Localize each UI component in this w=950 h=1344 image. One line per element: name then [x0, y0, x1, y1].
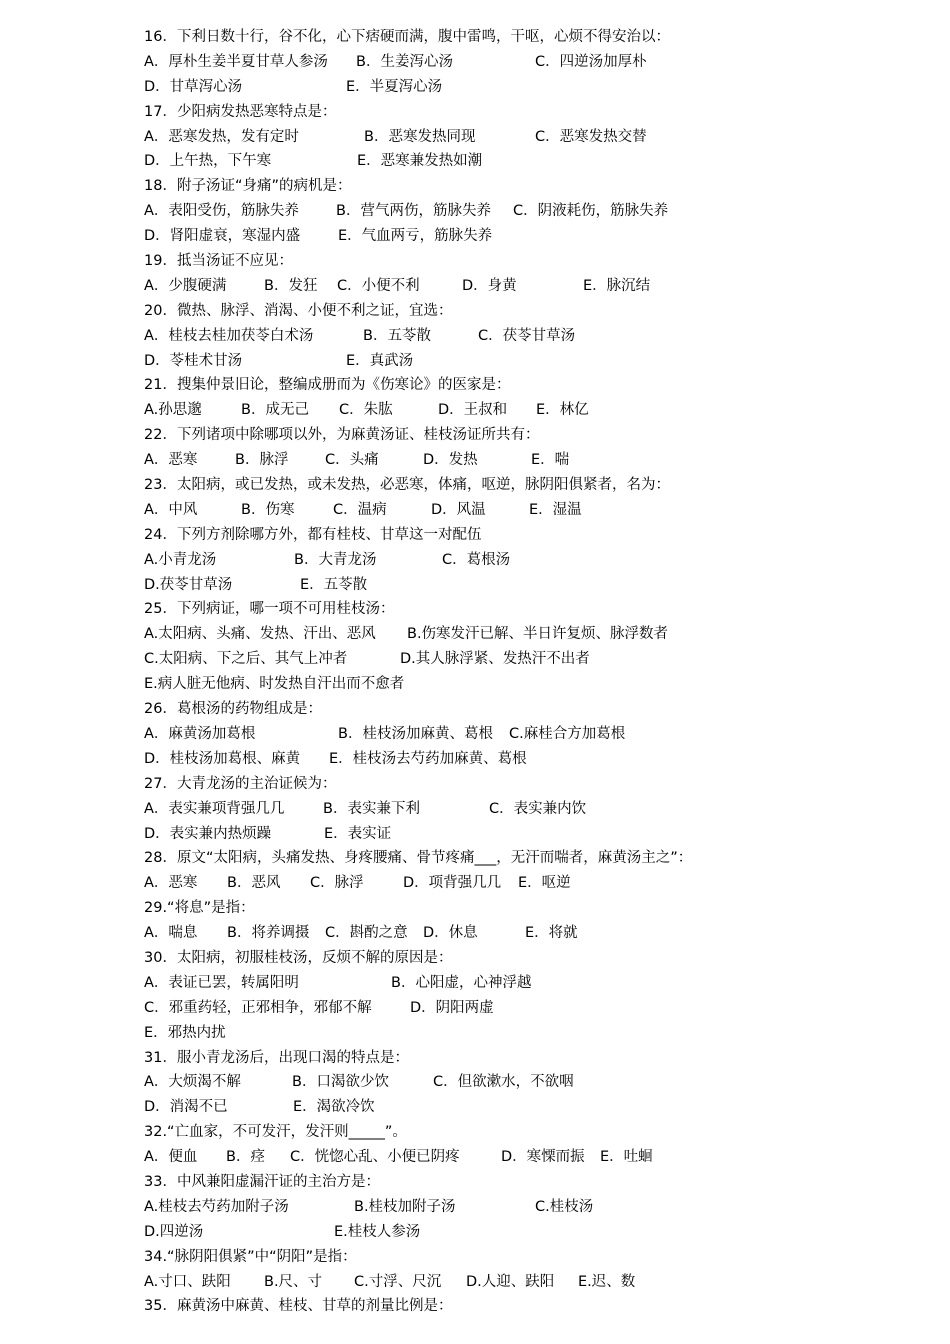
option-text: C．茯苓甘草汤 [478, 327, 576, 344]
option-text: D．苓桂术甘汤 [144, 352, 243, 369]
question-text: 16．下利日数十行，谷不化，心下痞硬而满，腹中雷鸣，干呕，心烦不得安治以： [144, 29, 670, 45]
option-text: A.小青龙汤 [144, 551, 217, 568]
option-text: E．喘 [531, 452, 570, 469]
option-text: D．身黄 [462, 277, 517, 294]
option-text: D．甘草泻心汤 [144, 78, 243, 95]
option-text: D.其人脉浮紧、发热汗不出者 [400, 651, 590, 668]
option-text: A.孙思邈 [144, 402, 202, 419]
option-line [144, 274, 924, 299]
option-text: B．恶寒发热同现 [364, 128, 476, 145]
option-text: E.病人脏无他病、时发热自汗出而不愈者 [144, 676, 405, 693]
option-text: C．温病 [333, 501, 387, 518]
option-line [144, 548, 924, 573]
option-text: D．消渴不已 [144, 1099, 228, 1116]
option-line [144, 1220, 924, 1245]
option-line [144, 448, 924, 473]
option-line [144, 398, 924, 423]
option-text: A.太阳病、头痛、发热、汗出、恶风 [144, 626, 376, 643]
option-text: C．但欲漱水，不欲咽 [433, 1074, 574, 1091]
question-stem [144, 1294, 924, 1319]
option-line [144, 498, 924, 523]
option-text: A．中风 [144, 501, 198, 518]
option-line [144, 971, 924, 996]
option-line [144, 622, 924, 647]
option-text: E．五苓散 [300, 576, 368, 593]
option-text: B．生姜泻心汤 [356, 53, 453, 70]
question-stem [144, 846, 924, 871]
option-text: B．痉 [226, 1149, 265, 1166]
option-line [144, 125, 924, 150]
option-text: B．成无己 [241, 402, 309, 419]
option-text: D．项背强几几 [403, 875, 502, 892]
option-text: C．四逆汤加厚朴 [535, 53, 647, 70]
option-text: C.麻桂合方加葛根 [509, 725, 626, 742]
option-text: C．头痛 [325, 452, 379, 469]
option-text: C．邪重药轻，正邪相争，邪郁不解 [144, 999, 372, 1016]
option-line [144, 149, 924, 174]
option-text: C．朱肱 [339, 402, 393, 419]
question-stem [144, 373, 924, 398]
question-text: 18．附子汤证“身痛”的病机是： [144, 178, 352, 195]
option-text: B．伤寒 [241, 501, 295, 518]
option-text: E．脉沉结 [583, 277, 651, 294]
option-line [144, 797, 924, 822]
option-text: E．湿温 [529, 501, 582, 518]
question-text: 35．麻黄汤中麻黄、桂枝、甘草的剂量比例是： [144, 1298, 453, 1315]
option-text: C．脉浮 [310, 875, 364, 892]
option-text: A．恶寒发热，发有定时 [144, 128, 299, 145]
option-text: B．桂枝汤加麻黄、葛根 [338, 725, 493, 742]
option-text: A．厚朴生姜半夏甘草人参汤 [144, 53, 328, 70]
option-text: C．表实兼内饮 [489, 800, 587, 817]
option-text: D．上午热，下午寒 [144, 153, 272, 170]
option-text: D.四逆汤 [144, 1223, 204, 1240]
option-text: A．便血 [144, 1149, 198, 1166]
option-text: D．表实兼内热烦躁 [144, 825, 272, 842]
option-text: D．桂枝汤加葛根、麻黄 [144, 750, 301, 767]
option-text: E.桂枝人参汤 [334, 1223, 421, 1240]
option-text: B.桂枝加附子汤 [354, 1198, 456, 1215]
question-text: 31．服小青龙汤后，出现口渴的特点是： [144, 1049, 409, 1066]
question-stem [144, 473, 924, 498]
option-text: C．阴液耗伤，筋脉失养 [513, 203, 669, 220]
option-text: E．林亿 [536, 402, 589, 419]
option-text: B．大青龙汤 [294, 551, 377, 568]
option-text: D．风温 [431, 501, 486, 518]
question-stem [144, 946, 924, 971]
option-line [144, 224, 924, 249]
option-line [144, 1195, 924, 1220]
option-text: E．恶寒兼发热如潮 [357, 153, 483, 170]
option-text: A．表实兼项背强几几 [144, 800, 285, 817]
option-text: E．半夏泻心汤 [346, 78, 443, 95]
question-stem [144, 1170, 924, 1195]
option-text: E．真武汤 [346, 352, 414, 369]
option-text: E．桂枝汤去芍药加麻黄、葛根 [329, 750, 527, 767]
option-text: B．将养调摄 [227, 925, 310, 942]
option-text: D．肾阳虚衰，寒湿内盛 [144, 228, 301, 245]
option-text: D.茯苓甘草汤 [144, 576, 233, 593]
question-stem [144, 174, 924, 199]
question-stem [144, 597, 924, 622]
document-body [144, 25, 924, 1319]
option-text: B.尺、寸 [264, 1273, 323, 1290]
option-text: E.迟、数 [578, 1273, 636, 1290]
option-text: E．呕逆 [518, 875, 571, 892]
question-text: 20．微热、脉浮、消渴、小便不利之证，宜选： [144, 302, 453, 319]
option-text: C．斟酌之意 [325, 925, 408, 942]
question-text: 25．下列病证，哪一项不可用桂枝汤： [144, 601, 395, 618]
question-stem [144, 1120, 924, 1145]
option-line [144, 75, 924, 100]
option-text: E．吐蛔 [600, 1149, 653, 1166]
option-line [144, 996, 924, 1021]
option-text: A．喘息 [144, 925, 198, 942]
option-line [144, 822, 924, 847]
option-text: C.桂枝汤 [535, 1198, 594, 1215]
question-text: 34.“脉阴阳俱紧”中“阴阳”是指： [144, 1248, 357, 1265]
option-text: A．少腹硬满 [144, 277, 227, 294]
option-text: E．将就 [525, 925, 578, 942]
option-text: A．桂枝去桂加茯苓白术汤 [144, 327, 314, 344]
option-line [144, 1145, 924, 1170]
option-text: D．休息 [423, 925, 478, 942]
question-stem [144, 25, 924, 50]
question-stem [144, 896, 924, 921]
option-text: B．营气两伤，筋脉失养 [336, 203, 491, 220]
option-text: E．表实证 [324, 825, 392, 842]
option-line [144, 647, 924, 672]
option-line [144, 871, 924, 896]
option-text: E．气血两亏，筋脉失养 [338, 228, 493, 245]
question-text: 26．葛根汤的药物组成是： [144, 701, 322, 718]
option-line [144, 722, 924, 747]
option-text: A．麻黄汤加葛根 [144, 725, 256, 742]
question-stem [144, 523, 924, 548]
option-text: C．恍惚心乱、小便已阴疼 [290, 1149, 460, 1166]
question-text: 21．搜集仲景旧论，整编成册而为《伤寒论》的医家是： [144, 377, 511, 394]
question-text: 22．下列诸项中除哪项以外，为麻黄汤证、桂枝汤证所共有： [144, 427, 540, 444]
question-stem [144, 423, 924, 448]
option-text: B．发狂 [264, 277, 318, 294]
question-stem [144, 299, 924, 324]
question-text: 29.“将息”是指： [144, 900, 255, 917]
option-text: B．脉浮 [235, 452, 289, 469]
option-line [144, 573, 924, 598]
option-text: C.太阳病、下之后、其气上冲者 [144, 651, 348, 668]
option-text: A．表证已罢，转属阳明 [144, 974, 299, 991]
option-text: A.寸口、趺阳 [144, 1273, 231, 1290]
option-text: C.寸浮、尺沉 [354, 1273, 442, 1290]
option-text: D.人迎、趺阳 [466, 1273, 555, 1290]
question-text: 28．原文“太阳病，头痛发热、身疼腰痛、骨节疼痛___，无汗而喘者，麻黄汤主之”： [144, 850, 693, 867]
option-line [144, 199, 924, 224]
option-text: E．邪热内扰 [144, 1024, 226, 1041]
option-text: D．阴阳两虚 [410, 999, 494, 1016]
option-text: B．心阳虚，心神浮越 [391, 974, 532, 991]
question-stem [144, 100, 924, 125]
option-text: A．恶寒 [144, 875, 198, 892]
option-line [144, 1021, 924, 1046]
option-text: B.伤寒发汗已解、半日许复烦、脉浮数者 [407, 626, 669, 643]
question-text: 24．下列方剂除哪方外，都有桂枝、甘草这一对配伍 [144, 526, 482, 543]
question-text: 27．大青龙汤的主治证候为： [144, 775, 337, 792]
option-text: B．口渴欲少饮 [292, 1074, 389, 1091]
option-text: A．大烦渴不解 [144, 1074, 241, 1091]
question-stem [144, 1245, 924, 1270]
option-text: C．葛根汤 [442, 551, 511, 568]
option-text: A．恶寒 [144, 452, 198, 469]
question-text: 32.“亡血家，不可发汗，发汗则_____”。 [144, 1124, 407, 1141]
option-text: C．恶寒发热交替 [535, 128, 647, 145]
question-text: 23．太阳病，或已发热，或未发热，必恶寒，体痛，呕逆，脉阴阳俱紧者，名为： [144, 477, 670, 494]
option-text: B．恶风 [227, 875, 281, 892]
option-text: A.桂枝去芍药加附子汤 [144, 1198, 289, 1215]
question-stem [144, 249, 924, 274]
option-line [144, 349, 924, 374]
question-text: 33．中风兼阳虚漏汗证的主治方是： [144, 1173, 380, 1190]
question-text: 17．少阳病发热恶寒特点是： [144, 103, 337, 120]
option-line [144, 1095, 924, 1120]
question-text: 19．抵当汤证不应见： [144, 253, 293, 270]
option-line [144, 672, 924, 697]
question-stem [144, 772, 924, 797]
option-text: A．表阳受伤，筋脉失养 [144, 203, 299, 220]
option-line [144, 921, 924, 946]
option-line [144, 50, 924, 75]
option-text: B．表实兼下利 [323, 800, 420, 817]
option-text: D．王叔和 [438, 402, 508, 419]
option-line [144, 1270, 924, 1295]
option-text: B．五苓散 [363, 327, 431, 344]
option-text: D．发热 [423, 452, 478, 469]
option-text: D．寒慄而振 [501, 1149, 585, 1166]
option-line [144, 747, 924, 772]
question-text: 30．太阳病，初服桂枝汤，反烦不解的原因是： [144, 949, 453, 966]
option-line [144, 324, 924, 349]
option-line [144, 1070, 924, 1095]
option-text: C．小便不利 [337, 277, 420, 294]
question-stem [144, 1046, 924, 1071]
option-text: E．渴欲冷饮 [293, 1099, 375, 1116]
question-stem [144, 697, 924, 722]
